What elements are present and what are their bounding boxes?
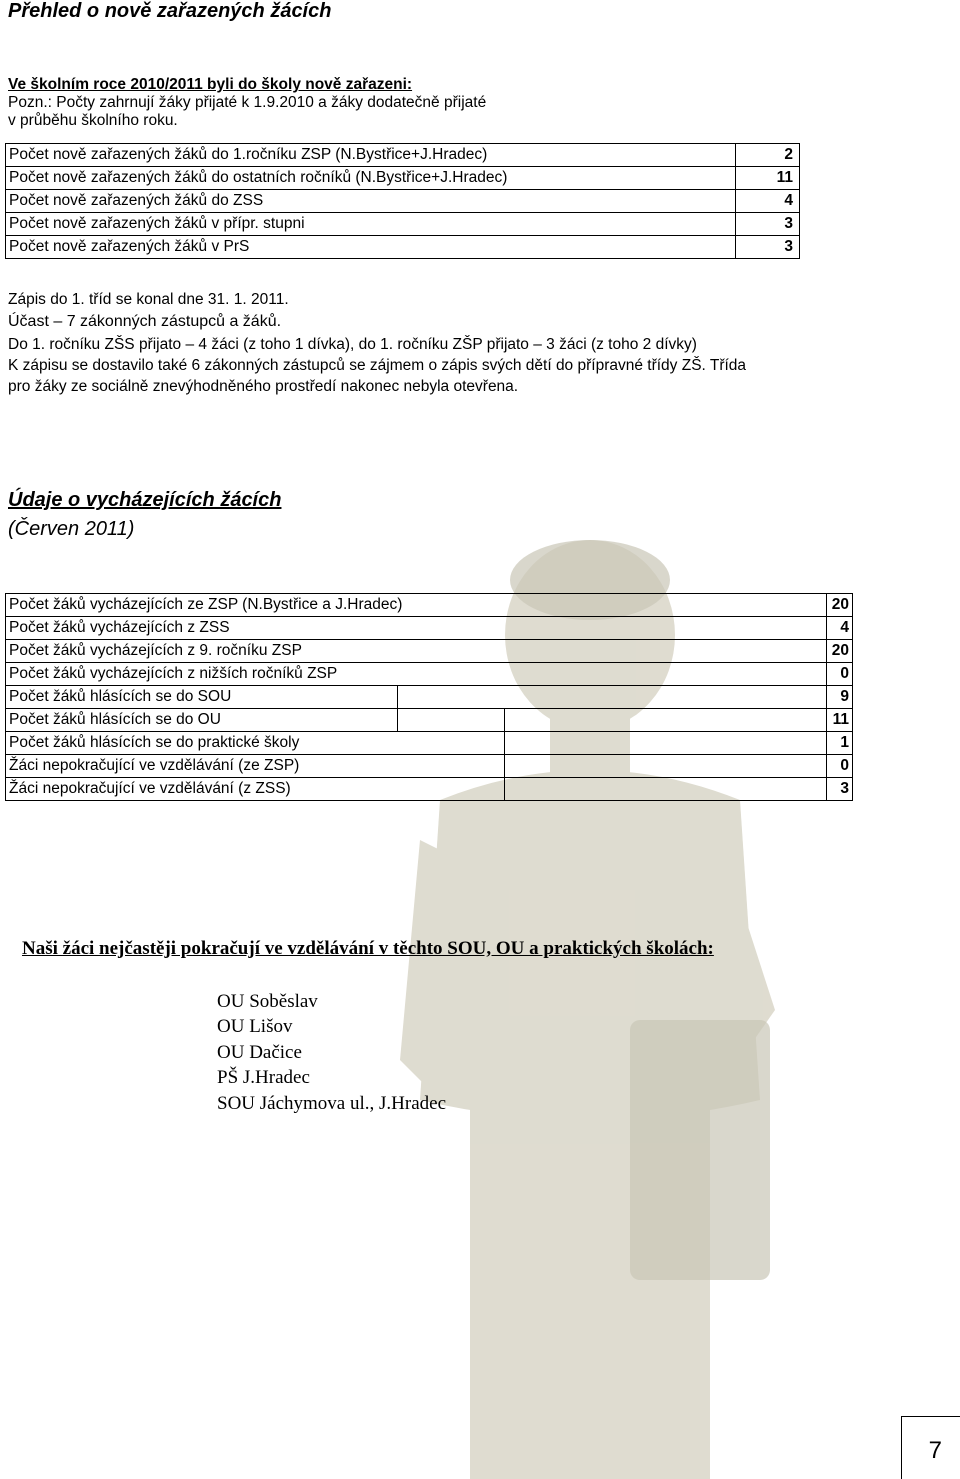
row-label: Počet nově zařazených žáků do 1.ročníku ZSP (N.Bystřice+J.Hradec) — [6, 144, 736, 167]
enrollment-line2: Účast – 7 zákonných zástupců a žáků. — [8, 313, 282, 330]
table-row — [6, 640, 853, 663]
row-value: 1 — [826, 732, 852, 755]
row-value: 4 — [736, 190, 800, 213]
enrollment-line4: K zápisu se dostavilo také 6 zákonných zástupců se zájmem o zápis svých dětí do přípravné třídy ZŠ. Třída — [8, 357, 747, 374]
row-label: Počet žáků hlásících se do SOU — [6, 686, 398, 709]
list-item: PŠ J.Hradec — [217, 1067, 310, 1089]
table-row — [6, 167, 800, 190]
table-row — [6, 594, 853, 617]
row-label: Počet nově zařazených žáků v PrS — [6, 236, 736, 259]
intro-note-line2: v průběhu školního roku. — [8, 112, 178, 129]
row-label: Počet nově zařazených žáků do ZSS — [6, 190, 736, 213]
table-row — [6, 236, 800, 259]
row-label: Žáci nepokračující ve vzdělávání (ze ZSP) — [6, 755, 505, 778]
enrollment-line3: Do 1. ročníku ZŠS přijato – 4 žáci (z toho 1 dívka), do 1. ročníku ZŠP přijato – 3 žáci (z toho 2 dívky) — [8, 336, 697, 353]
row-value: 4 — [826, 617, 852, 640]
row-spacer — [505, 778, 827, 801]
row-value: 2 — [736, 144, 800, 167]
schools-list — [217, 989, 446, 1116]
row-label: Žáci nepokračující ve vzdělávání (z ZSS) — [6, 778, 505, 801]
table-row — [6, 778, 853, 801]
table-row — [6, 686, 853, 709]
row-label: Počet nově zařazených žáků do ostatních ročníků (N.Bystřice+J.Hradec) — [6, 167, 736, 190]
intro-heading: Ve školním roce 2010/2011 byli do školy nově zařazeni: — [8, 76, 413, 93]
table-row — [6, 732, 853, 755]
enrollment-line1: Zápis do 1. tříd se konal dne 31. 1. 2011. — [8, 291, 289, 308]
table-row — [6, 663, 853, 686]
row-value: 0 — [826, 755, 852, 778]
intro-note-line1: Pozn.: Počty zahrnují žáky přijaté k 1.9.2010 a žáky dodatečně přijaté — [8, 94, 487, 111]
row-value: 3 — [736, 213, 800, 236]
row-value: 20 — [826, 594, 852, 617]
list-item: OU Dačice — [217, 1041, 302, 1063]
graduates-subtitle: (Červen 2011) — [8, 518, 135, 540]
row-label: Počet žáků vycházejících z 9. ročníku ZSP — [6, 640, 827, 663]
row-label: Počet žáků vycházejících z ZSS — [6, 617, 827, 640]
row-value: 9 — [826, 686, 852, 709]
table-row — [6, 617, 853, 640]
row-label: Počet žáků hlásících se do praktické školy — [6, 732, 505, 755]
schools-title: Naši žáci nejčastěji pokračují ve vzdělávání v těchto SOU, OU a praktických školách: — [22, 938, 714, 959]
table-row — [6, 709, 853, 732]
graduates-table — [5, 593, 853, 801]
page-title: Přehled o nově zařazených žácích — [8, 0, 332, 22]
row-value: 3 — [826, 778, 852, 801]
table-row — [6, 755, 853, 778]
intro-block — [8, 76, 486, 130]
row-spacer — [398, 686, 827, 709]
row-spacer — [505, 755, 827, 778]
list-item: OU Soběslav — [217, 991, 318, 1012]
row-spacer — [505, 732, 827, 755]
row-spacer — [398, 709, 505, 732]
list-item: OU Lišov — [217, 1016, 293, 1038]
row-value: 11 — [736, 167, 800, 190]
new-students-table — [5, 143, 800, 259]
row-label: Počet žáků vycházejících ze ZSP (N.Bystřice a J.Hradec) — [6, 594, 827, 617]
list-item: SOU Jáchymova ul., J.Hradec — [217, 1092, 447, 1114]
table-row — [6, 213, 800, 236]
row-label: Počet žáků vycházejících z nižších ročníků ZSP — [6, 663, 827, 686]
enrollment-line5: pro žáky ze sociálně znevýhodněného prostředí nakonec nebyla otevřena. — [8, 378, 519, 395]
page-number: 7 — [928, 1437, 942, 1464]
row-value: 20 — [826, 640, 852, 663]
row-value: 11 — [826, 709, 852, 732]
row-label: Počet nově zařazených žáků v přípr. stupni — [6, 213, 736, 236]
row-value: 0 — [826, 663, 852, 686]
table-row — [6, 144, 800, 167]
table-row — [6, 190, 800, 213]
row-value: 3 — [736, 236, 800, 259]
row-label: Počet žáků hlásících se do OU — [6, 709, 398, 732]
row-spacer — [505, 709, 827, 732]
graduates-title: Údaje o vycházejících žácích — [8, 489, 282, 511]
